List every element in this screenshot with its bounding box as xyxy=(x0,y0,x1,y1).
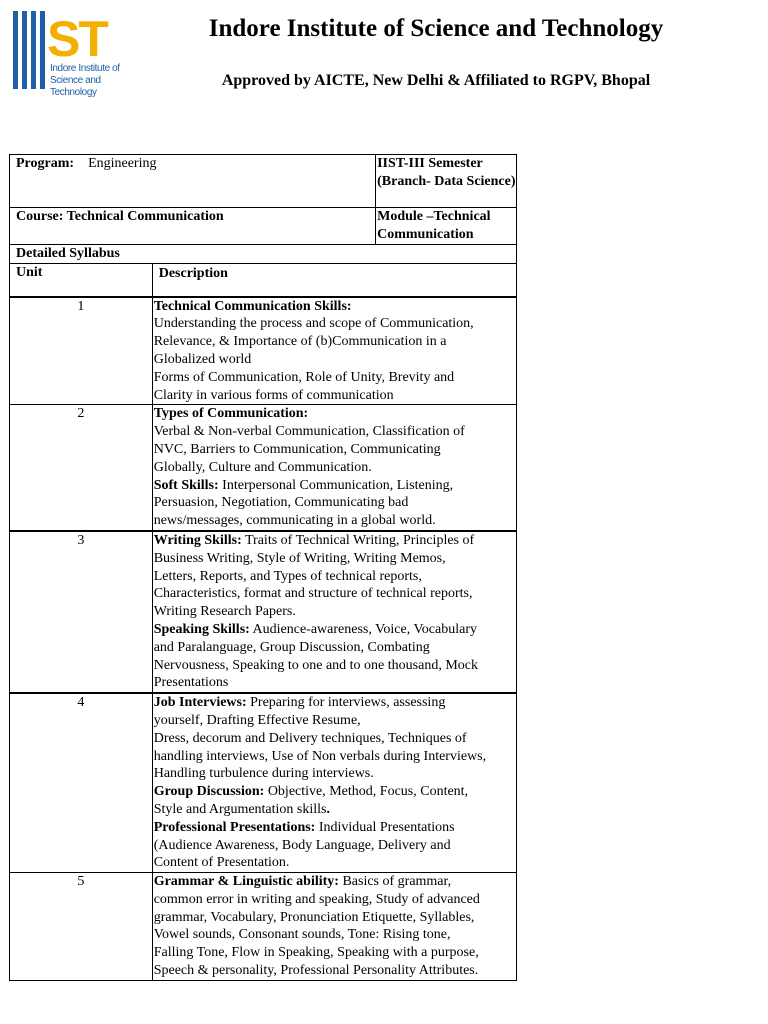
desc-line: NVC, Barriers to Communication, Communicating xyxy=(153,441,441,457)
logo-bar-4 xyxy=(40,11,45,89)
institute-logo xyxy=(13,11,135,98)
unit-number: 3 xyxy=(10,531,153,693)
module-cell xyxy=(376,208,517,245)
desc-line: Nervousness, Speaking to one and to one thousand, Mock xyxy=(153,657,478,673)
desc-line: Business Writing, Style of Writing, Writing Memos, xyxy=(153,550,446,566)
desc-line: Writing Research Papers. xyxy=(153,604,296,620)
unit-description xyxy=(152,693,516,872)
desc-line: and Paralanguage, Group Discussion, Combating xyxy=(153,639,430,655)
logo-bar-2 xyxy=(22,11,27,89)
unit-row-1 xyxy=(10,297,517,405)
desc-line: (Audience Awareness, Body Language, Delivery and xyxy=(153,837,451,853)
unit-row-2 xyxy=(10,405,517,531)
unit-row-4 xyxy=(10,693,517,872)
logo-subtitle xyxy=(50,63,135,99)
logo-bar-3 xyxy=(31,11,36,89)
unit-header-label: Unit xyxy=(16,264,43,280)
desc-line: Understanding the process and scope of Communication, xyxy=(153,316,474,332)
unit-number: 2 xyxy=(10,405,153,531)
desc-line: Presentations xyxy=(153,675,229,691)
unit-number: 1 xyxy=(10,297,153,405)
unit-heading: Speaking Skills: xyxy=(153,621,250,637)
desc-line: Persuasion, Negotiation, Communicating bad xyxy=(153,495,409,511)
institute-title: Indore Institute of Science and Technology xyxy=(208,15,664,42)
desc-line: Traits of Technical Writing, Principles of xyxy=(241,532,475,548)
program-cell xyxy=(10,155,376,208)
unit-heading: Technical Communication Skills: xyxy=(153,298,352,314)
desc-line: Individual Presentations xyxy=(315,819,455,835)
institute-subtitle: Approved by AICTE, New Delhi & Affiliated to RGPV, Bhopal xyxy=(221,72,651,89)
unit-number: 5 xyxy=(10,873,153,981)
description-header-label: Description xyxy=(158,265,228,281)
desc-line: Letters, Reports, and Types of technical reports, xyxy=(153,568,422,584)
desc-line: Objective, Method, Focus, Content, xyxy=(264,784,469,800)
desc-line: Clarity in various forms of communication xyxy=(153,387,394,403)
desc-line: Basics of grammar, xyxy=(338,874,452,890)
desc-line: Content of Presentation. xyxy=(153,855,290,871)
desc-line: Dress, decorum and Delivery techniques, Techniques of xyxy=(153,730,467,746)
desc-line: Audience-awareness, Voice, Vocabulary xyxy=(249,621,477,637)
detailed-syllabus-row xyxy=(10,244,517,263)
desc-line: Verbal & Non-verbal Communication, Classification of xyxy=(153,424,465,440)
unit-heading: Group Discussion: xyxy=(153,784,265,800)
program-label: Program: xyxy=(16,156,75,171)
module-line-1: Module –Technical xyxy=(377,209,491,224)
unit-heading: Writing Skills: xyxy=(153,532,242,548)
unit-heading: Grammar & Linguistic ability: xyxy=(153,874,339,890)
course-cell xyxy=(10,208,376,245)
syllabus-table xyxy=(9,154,517,981)
unit-heading: Types of Communication: xyxy=(153,406,309,422)
unit-description xyxy=(152,297,516,405)
semester-line-2: (Branch- Data Science) xyxy=(377,173,516,189)
desc-line: Relevance, & Importance of (b)Communication in a xyxy=(153,334,447,350)
desc-line: yourself, Drafting Effective Resume, xyxy=(153,712,361,728)
course-name: Course: Technical Communication xyxy=(16,209,224,224)
desc-line: news/messages, communicating in a global world. xyxy=(153,513,436,529)
desc-line: Globally, Culture and Communication. xyxy=(153,459,372,475)
desc-line: Forms of Communication, Role of Unity, Brevity and xyxy=(153,369,455,385)
semester-cell xyxy=(376,155,517,208)
program-value: Engineering xyxy=(88,156,157,171)
unit-heading: Professional Presentations: xyxy=(153,819,316,835)
module-line-2: Communication xyxy=(377,226,474,242)
unit-header xyxy=(10,263,153,297)
description-header xyxy=(152,263,516,297)
unit-description xyxy=(152,873,516,981)
unit-description xyxy=(152,531,516,693)
header-row xyxy=(10,263,517,297)
detailed-syllabus-cell xyxy=(10,244,517,263)
logo-letters: ST xyxy=(47,11,107,67)
unit-row-3 xyxy=(10,531,517,693)
desc-line: Style and Argumentation skills xyxy=(153,801,327,817)
unit-number: 4 xyxy=(10,693,153,872)
desc-line: Speech & personality, Professional Personality Attributes. xyxy=(153,963,479,979)
desc-line: Characteristics, format and structure of technical reports, xyxy=(153,586,473,602)
unit-heading: Job Interviews: xyxy=(153,695,247,711)
semester-line-1: IIST-III Semester xyxy=(377,156,483,171)
course-row xyxy=(10,208,517,245)
logo-sub-line-2: Science and Technology xyxy=(50,75,101,98)
desc-line: Falling Tone, Flow in Speaking, Speaking with a purpose, xyxy=(153,945,479,961)
desc-line: Interpersonal Communication, Listening, xyxy=(218,477,454,493)
unit-description xyxy=(152,405,516,531)
desc-period: . xyxy=(326,801,330,817)
desc-line: Globalized world xyxy=(153,351,252,367)
unit-row-5 xyxy=(10,873,517,981)
program-row xyxy=(10,155,517,208)
logo-sub-line-1: Indore Institute of xyxy=(50,63,120,74)
desc-line: Vowel sounds, Consonant sounds, Tone: Rising tone, xyxy=(153,927,451,943)
desc-line: grammar, Vocabulary, Pronunciation Etiquette, Syllables, xyxy=(153,909,475,925)
desc-line: handling interviews, Use of Non verbals during Interviews, xyxy=(153,748,487,764)
unit-heading: Soft Skills: xyxy=(153,477,219,493)
logo-bar-1 xyxy=(13,11,18,89)
desc-line: common error in writing and speaking, Study of advanced xyxy=(153,891,480,907)
desc-line: Handling turbulence during interviews. xyxy=(153,766,374,782)
desc-line: Preparing for interviews, assessing xyxy=(246,695,446,711)
detailed-syllabus-heading: Detailed Syllabus xyxy=(16,245,120,261)
